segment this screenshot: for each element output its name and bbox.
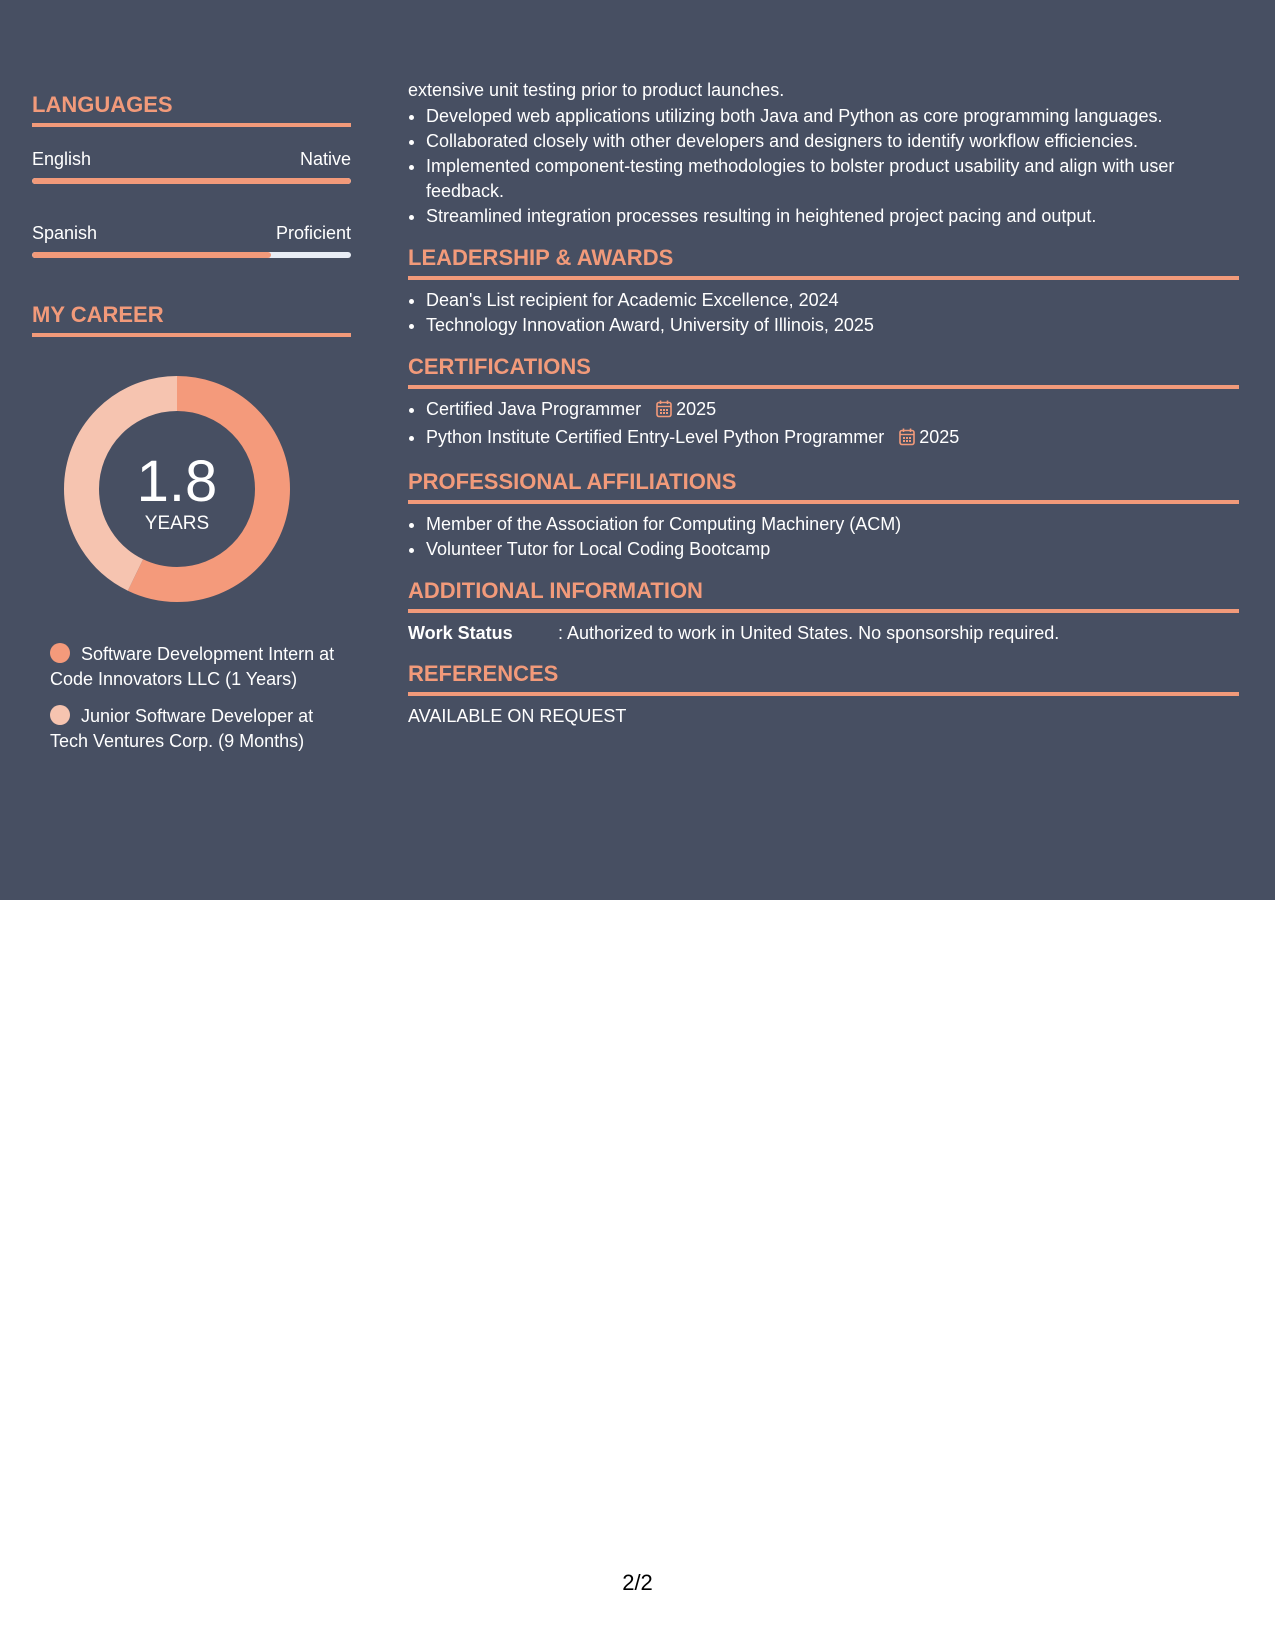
language-proficiency-bar <box>32 252 351 258</box>
affiliations-heading: PROFESSIONAL AFFILIATIONS <box>408 467 1239 504</box>
references-heading: REFERENCES <box>408 659 1239 696</box>
legend-label: Software Development Intern at Code Innovators LLC (1 Years) <box>50 644 335 689</box>
main-column <box>408 78 1239 728</box>
calendar-icon <box>656 400 672 425</box>
list-item: • Volunteer Tutor for Local Coding Bootcamp <box>426 537 1239 562</box>
work-status-label: Work Status <box>408 623 513 643</box>
language-item-spanish <box>32 221 351 258</box>
career-total-years: 1.8 <box>136 449 218 514</box>
language-name: Spanish <box>32 223 98 243</box>
career-legend-item <box>50 642 340 692</box>
calendar-icon <box>899 428 915 453</box>
experience-bullet-list <box>408 104 1239 229</box>
career-heading: MY CAREER <box>32 300 351 337</box>
certifications-heading: CERTIFICATIONS <box>408 352 1239 389</box>
affiliations-list <box>408 512 1239 562</box>
certification-name: Certified Java Programmer <box>426 399 642 419</box>
sidebar <box>32 90 351 766</box>
additional-info-heading: ADDITIONAL INFORMATION <box>408 576 1239 613</box>
work-status-row <box>408 621 1239 645</box>
list-item: • Collaborated closely with other developers and designers to identify workflow efficiencies. <box>426 129 1239 154</box>
list-item: • Streamlined integration processes resulting in heightened project pacing and output. <box>426 204 1239 229</box>
language-item-english <box>32 147 351 184</box>
language-level: Proficient <box>275 223 351 243</box>
list-item: • Technology Innovation Award, University of Illinois, 2025 <box>426 313 1239 338</box>
list-item: • Dean's List recipient for Academic Excellence, 2024 <box>426 288 1239 313</box>
list-item <box>426 425 1239 453</box>
legend-label: Junior Software Developer at Tech Ventures Corp. (9 Months) <box>50 706 314 751</box>
career-donut-center <box>62 374 292 604</box>
leadership-list <box>408 288 1239 338</box>
leadership-heading: LEADERSHIP & AWARDS <box>408 243 1239 280</box>
language-proficiency-bar <box>32 178 351 184</box>
language-name: English <box>32 149 92 169</box>
certification-name: Python Institute Certified Entry-Level Python Programmer <box>426 427 885 447</box>
list-item: • Member of the Association for Computing Machinery (ACM) <box>426 512 1239 537</box>
career-legend <box>50 642 340 754</box>
legend-dot-icon <box>50 643 70 663</box>
career-donut-chart <box>62 374 292 604</box>
list-item <box>426 397 1239 425</box>
list-item: • Implemented component-testing methodologies to bolster product usability and align with user feedback. <box>426 154 1239 204</box>
language-level: Native <box>299 149 351 169</box>
experience-continuation: extensive unit testing prior to product launches. <box>408 80 785 100</box>
certifications-list <box>408 397 1239 453</box>
legend-dot-icon <box>50 705 70 725</box>
page-number: 2/2 <box>622 1570 653 1595</box>
languages-heading: LANGUAGES <box>32 90 351 127</box>
career-years-unit: YEARS <box>144 513 210 534</box>
certification-year: 2025 <box>676 399 717 419</box>
references-text: AVAILABLE ON REQUEST <box>408 706 627 726</box>
work-status-value: : Authorized to work in United States. No sponsorship required. <box>558 623 1060 643</box>
language-proficiency-fill <box>32 252 271 258</box>
list-item: • Developed web applications utilizing both Java and Python as core programming languages. <box>426 104 1239 129</box>
language-proficiency-fill <box>32 178 351 184</box>
certification-year: 2025 <box>919 427 960 447</box>
career-legend-item <box>50 704 340 754</box>
